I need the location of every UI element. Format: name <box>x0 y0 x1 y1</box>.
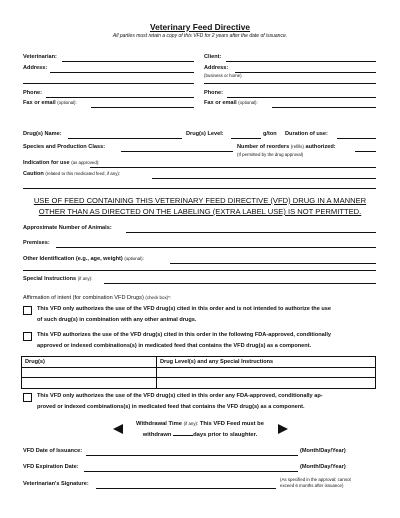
signature-field[interactable] <box>96 488 276 489</box>
other-id-field[interactable] <box>170 263 376 264</box>
warning-line-1: USE OF FEED CONTAINING THIS VETERINARY FEED DIRECTIVE (VFD) DRUG IN A MANNER <box>33 196 367 205</box>
option-2-text-1: This VFD authorizes the use of the VFD drug(s) cited in this order in the following FDA-approved, conditionally <box>37 332 331 338</box>
expiration-label: VFD Expiration Date: <box>23 464 79 470</box>
withdrawal-days-field[interactable] <box>173 435 193 436</box>
drug-level-unit: g/ton <box>263 131 277 137</box>
veterinarian-label: Veterinarian: <box>23 54 57 60</box>
drug-names-field[interactable] <box>68 138 182 139</box>
table-header-row <box>22 357 376 368</box>
option-3-text-2: proved or indexed combinations(s) in medicated feed that contains the VFD drug(s) as a component. <box>37 404 305 410</box>
option-2-checkbox[interactable] <box>23 332 32 341</box>
expiration-format: (Month/Day/Year) <box>300 464 346 470</box>
special-instructions-field[interactable] <box>104 283 376 284</box>
client-address-label: Address: <box>204 65 229 71</box>
client-field[interactable] <box>226 61 376 62</box>
issuance-format: (Month/Day/Year) <box>300 448 346 454</box>
species-field[interactable] <box>121 151 233 152</box>
vet-address-label: Address: <box>23 65 48 71</box>
client-fax-field[interactable] <box>272 107 376 108</box>
drug-names-label: Drug(s) Name: <box>23 131 62 137</box>
caution-field[interactable] <box>152 178 376 179</box>
signature-label: Veterinarian's Signature: <box>23 481 89 487</box>
table-row[interactable] <box>22 367 376 378</box>
expiration-field[interactable] <box>84 471 298 472</box>
duration-label: Duration of use: <box>285 131 328 137</box>
client-fax-label: Fax or email (optional): <box>204 100 258 106</box>
table-cell[interactable] <box>22 367 157 378</box>
drug-level-field[interactable] <box>231 138 261 139</box>
drug-level-label: Drug(s) Level: <box>186 131 224 137</box>
approx-animals-field[interactable] <box>126 232 376 233</box>
reorders-field[interactable] <box>355 151 376 152</box>
vet-fax-field[interactable] <box>91 107 194 108</box>
warning-line-2: OTHER THAN AS DIRECTED ON THE LABELING (EXTRA LABEL USE) IS NOT PERMITTED. <box>38 207 362 216</box>
premises-label: Premises: <box>23 240 50 246</box>
table-cell[interactable] <box>22 378 157 389</box>
duration-field[interactable] <box>337 138 376 139</box>
form-title: Veterinary Feed Directive <box>149 22 251 32</box>
table-header-drugs: Drug(s) <box>22 357 157 368</box>
indication-field[interactable] <box>90 167 376 168</box>
form-subtitle: All parties must retain a copy of this VFD for 2 years after the date of issuance. <box>112 33 288 39</box>
approx-animals-label: Approximate Number of Animals: <box>23 225 112 231</box>
signature-note-1: (As specified in the approval; cannot <box>280 477 351 482</box>
caution-field-2[interactable] <box>23 188 376 189</box>
option-1-checkbox[interactable] <box>23 306 32 315</box>
affirmation-heading: Affirmation of intent (for combination VFD Drugs) (check box)*: <box>23 295 172 301</box>
option-1-text-1: This VFD only authorizes the use of the VFD drug(s) cited in this order and is not intended to authorize the use <box>37 306 332 312</box>
other-id-field-2[interactable] <box>23 270 376 271</box>
combination-drugs-table <box>21 356 376 389</box>
veterinarian-field[interactable] <box>62 61 194 62</box>
reorders-label: Number of reorders (refills) authorized: <box>237 144 336 150</box>
premises-field[interactable] <box>56 247 376 248</box>
option-1-text-2: of such drug(s) in combination with any other animal drugs. <box>37 317 197 323</box>
vet-phone-field[interactable] <box>46 97 194 98</box>
other-id-label: Other Identification (e.g., age, weight) (optional): <box>23 256 144 262</box>
issuance-label: VFD Date of Issuance: <box>23 448 83 454</box>
option-3-checkbox[interactable] <box>23 393 32 402</box>
withdrawal-line-2: withdrawn days prior to slaughter. <box>142 432 258 438</box>
withdrawal-line-1: Withdrawal Time (if any): This VFD Feed must be <box>136 421 264 427</box>
reorders-note: (If permitted by the drug approval) <box>237 152 304 157</box>
client-phone-label: Phone: <box>204 90 223 96</box>
caution-label: Caution (related to this medicated feed, if any): <box>23 171 121 177</box>
option-2-text-2: approved or indexed combinations(s) in medicated feed that contains the VFD drug(s) as a component. <box>37 343 312 349</box>
table-cell[interactable] <box>157 367 376 378</box>
client-label: Client: <box>204 54 222 60</box>
signature-note-2: exceed 6 months after issuance) <box>280 483 344 488</box>
client-address-field[interactable] <box>235 72 376 73</box>
client-address-field-2[interactable] <box>204 83 376 84</box>
species-label: Species and Production Class: <box>23 144 106 150</box>
indication-label: Indication for use (as approved): <box>23 160 100 166</box>
client-address-note: (business or home) <box>204 73 242 78</box>
vet-address-field-2[interactable] <box>23 83 194 84</box>
table-row[interactable] <box>22 378 376 389</box>
vet-fax-label: Fax or email (optional): <box>23 100 77 106</box>
special-instructions-label: Special Instructions (if any): <box>23 276 93 282</box>
option-3-text-1: This VFD only authorizes the use of the VFD drug(s) cited in this order any FDA-approved, conditionally ap- <box>37 393 323 399</box>
client-phone-field[interactable] <box>227 97 376 98</box>
vet-address-field[interactable] <box>50 72 194 73</box>
issuance-field[interactable] <box>86 455 298 456</box>
table-header-levels: Drug Level(s) and any Special Instructions <box>157 357 376 368</box>
table-cell[interactable] <box>157 378 376 389</box>
vet-phone-label: Phone: <box>23 90 42 96</box>
